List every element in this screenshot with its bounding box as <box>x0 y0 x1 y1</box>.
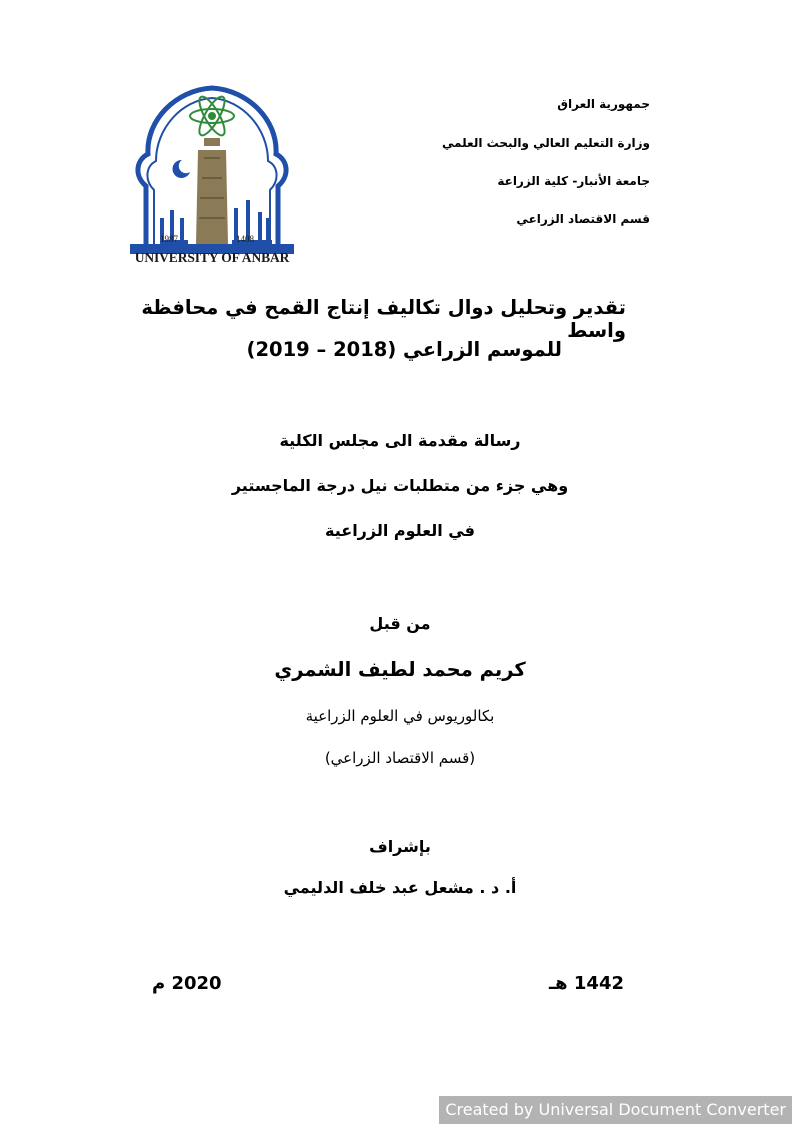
header-country: جمهورية العراق <box>557 97 650 111</box>
logo-year-right: 1408 <box>236 234 254 244</box>
thesis-title-line2: للموسم الزراعي (2018 – 2019) <box>246 338 562 361</box>
supervisor-name: أ. د . مشعل عبد خلف الدليمي <box>283 878 517 897</box>
university-of-anbar-logo <box>124 68 300 268</box>
by-label: من قبل <box>369 614 431 633</box>
supervision-label: بإشراف <box>369 837 431 856</box>
submission-line1: رسالة مقدمة الى مجلس الكلية <box>279 431 521 450</box>
converter-watermark: Created by Universal Document Converter <box>439 1096 792 1124</box>
thesis-title-line1: تقدير وتحليل دوال تكاليف إنتاج القمح في محافظة واسط <box>141 296 626 342</box>
logo-caption: UNIVERSITY OF ANBAR <box>134 250 290 265</box>
minaret-tower-icon <box>196 138 228 244</box>
crescent-icon <box>173 160 190 178</box>
header-department: قسم الاقتصاد الزراعي <box>516 212 650 226</box>
author-department: (قسم الاقتصاد الزراعي) <box>324 749 476 767</box>
header-ministry: وزارة التعليم العالي والبحث العلمي <box>441 136 650 150</box>
header-university-college: جامعة الأنبار- كلية الزراعة <box>497 174 650 188</box>
submission-line2: وهي جزء من متطلبات نيل درجة الماجستير <box>231 476 569 495</box>
author-degree: بكالوريوس في العلوم الزراعية <box>305 707 495 725</box>
logo-year-left: 1987 <box>160 234 178 244</box>
submission-line3: في العلوم الزراعية <box>325 521 475 540</box>
author-name: كريم محمد لطيف الشمري <box>274 658 526 681</box>
date-hijri: 1442 هـ <box>548 973 624 994</box>
date-gregorian: 2020 م <box>152 973 222 994</box>
